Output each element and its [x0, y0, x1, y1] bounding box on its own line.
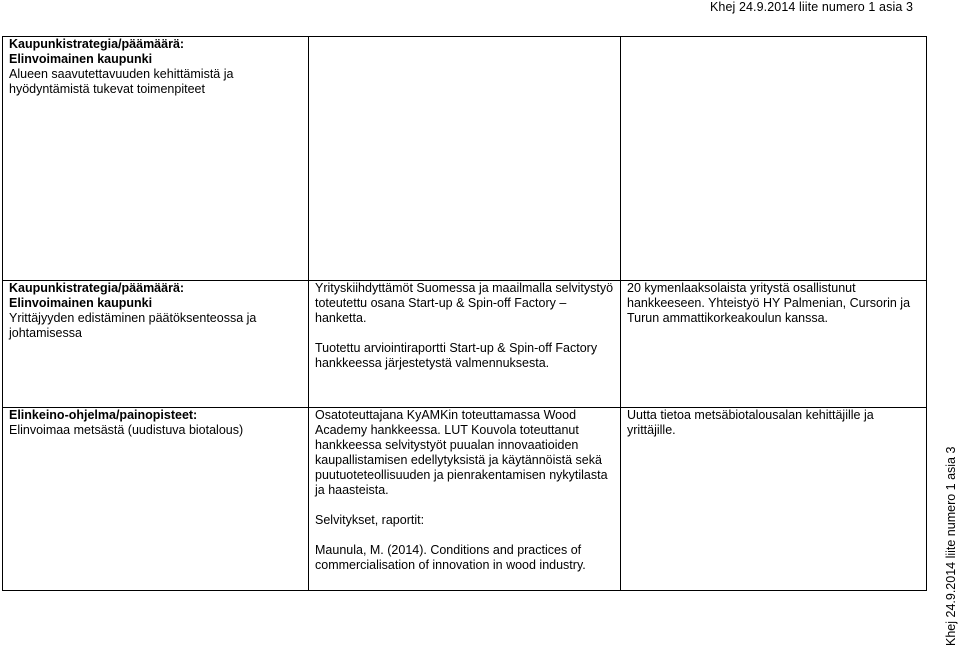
program-heading: Elinkeino-ohjelma/painopisteet: [9, 408, 198, 422]
program-text: Elinvoimaa metsästä (uudistuva biotalous) [9, 423, 244, 437]
actions-paragraph: Tuotettu arviointiraportti Start-up & Spin-off Factory hankkeessa järjestetystä valmennuksesta. [315, 341, 598, 370]
header-note: Khej 24.9.2014 liite numero 1 asia 3 [709, 0, 913, 14]
report-table [2, 36, 927, 591]
table-row [3, 408, 927, 591]
reports-label: Selvitykset, raportit: [315, 513, 425, 527]
strategy-text: Yrittäjyyden edistäminen päätöksenteossa ja johtamisessa [9, 311, 257, 340]
strategy-text: Alueen saavutettavuuden kehittämistä ja hyödyntämistä tukevat toimenpiteet [9, 67, 234, 96]
results-paragraph: Uutta tietoa metsäbiotalousalan kehittäjille ja yrittäjille. [627, 408, 874, 437]
table-row [3, 281, 927, 408]
program-cell [3, 408, 309, 591]
actions-paragraph: Yrityskiihdyttämöt Suomessa ja maailmalla selvitystyö toteutettu osana Start-up & Spin-off Factory –hanketta. [315, 281, 614, 325]
actions-cell [309, 408, 621, 591]
results-cell [621, 37, 927, 281]
actions-paragraph: Osatoteuttajana KyAMKin toteuttamassa Wood Academy hankkeessa. LUT Kouvola toteuttanut hankkeessa selvitystyöt puualan innovaatioiden kaupallistamisen edellytyksistä ja käytännöistä sekä puutuoteteollisuuden ja pienrakentamisen nykytilasta ja haasteista. [315, 408, 608, 497]
strategy-cell [3, 37, 309, 281]
reference-citation: Maunula, M. (2014). Conditions and practices of commercialisation of innovation in wood industry. [315, 543, 586, 572]
table-row [3, 37, 927, 281]
strategy-heading: Kaupunkistrategia/päämäärä: [9, 281, 185, 295]
side-note: Khej 24.9.2014 liite numero 1 asia 3 [944, 446, 958, 646]
results-paragraph: 20 kymenlaaksolaista yritystä osallistunut hankkeeseen. Yhteistyö HY Palmenian, Cursorin ja Turun ammattikorkeakoulun kanssa. [627, 281, 911, 325]
actions-cell [309, 281, 621, 408]
results-cell [621, 408, 927, 591]
strategy-goal: Elinvoimainen kaupunki [9, 296, 153, 310]
strategy-heading: Kaupunkistrategia/päämäärä: [9, 37, 185, 51]
actions-cell [309, 37, 621, 281]
strategy-goal: Elinvoimainen kaupunki [9, 52, 153, 66]
results-cell [621, 281, 927, 408]
strategy-cell [3, 281, 309, 408]
